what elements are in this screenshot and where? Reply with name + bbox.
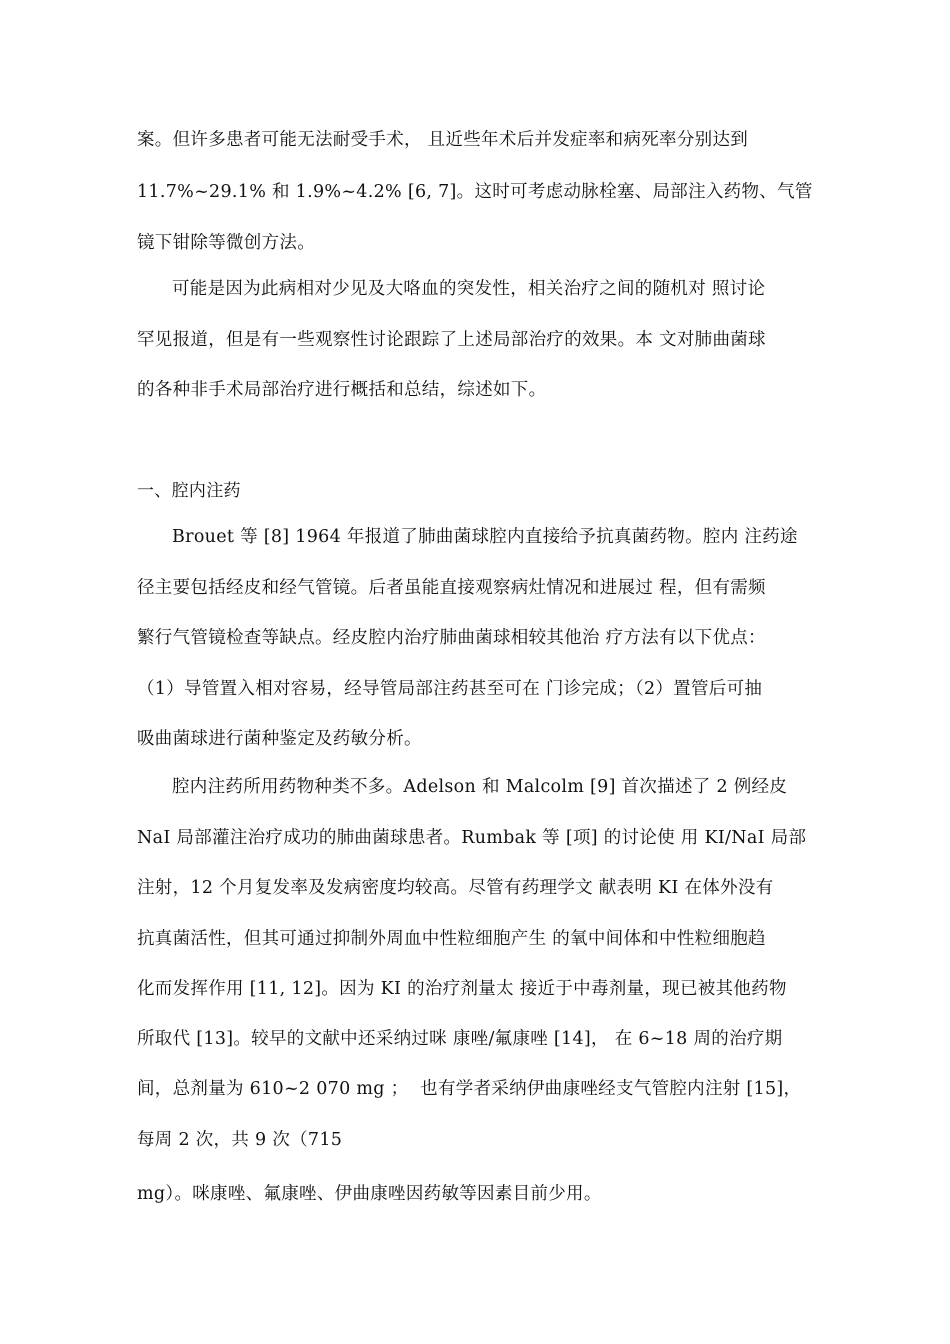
text-line: 间，总剂量为 610~2 070 mg ； 也有学者采纳伊曲康唑经支气管腔内注射 [15]， xyxy=(137,1079,802,1099)
text-line: 所取代 [13]。较早的文献中还采纳过咪 康唑/氟康唑 [14]， 在 6~18 周的治疗期 xyxy=(137,1029,783,1049)
text-line: 繁行气管镜检查等缺点。经皮腔内治疗肺曲菌球相较其他治 疗方法有以下优点： xyxy=(137,628,766,648)
text-line: 化而发挥作用 [11, 12]。因为 KI 的治疗剂量太 接近于中毒剂量，现已被其他药物 xyxy=(137,979,787,999)
text-line: 径主要包括经皮和经气管镜。后者虽能直接观察病灶情况和进展过 程，但有需频 xyxy=(137,578,766,598)
text-line: 抗真菌活性，但其可通过抑制外周血中性粒细胞产生 的氧中间体和中性粒细胞趋 xyxy=(137,929,766,949)
text-line: mg）。咪康唑、氟康唑、伊曲康唑因药敏等因素目前少用。 xyxy=(137,1184,602,1204)
text-line: 案。但许多患者可能无法耐受手术， 且近些年术后并发症率和病死率分别达到 xyxy=(137,130,749,150)
text-line: NaI 局部灌注治疗成功的肺曲菌球患者。Rumbak 等 [项] 的讨论使 用 KI/NaI 局部 xyxy=(137,828,807,848)
text-line: 罕见报道，但是有一些观察性讨论跟踪了上述局部治疗的效果。本 文对肺曲菌球 xyxy=(137,330,766,350)
paragraph-first-line: 可能是因为此病相对少见及大咯血的突发性，相关治疗之间的随机对 照讨论 xyxy=(172,279,766,299)
paragraph-first-line: 腔内注药所用药物种类不多。Adelson 和 Malcolm [9] 首次描述了 2 例经皮 xyxy=(172,777,788,797)
text-line: 每周 2 次，共 9 次（715 xyxy=(137,1130,343,1150)
text-line: 的各种非手术局部治疗进行概括和总结，综述如下。 xyxy=(137,380,547,400)
text-line: 注射，12 个月复发率及发病密度均较高。尽管有药理学文 献表明 KI 在体外没有 xyxy=(137,878,774,898)
text-line: 吸曲菌球进行菌种鉴定及药敏分析。 xyxy=(137,729,422,749)
text-line: 镜下钳除等微创方法。 xyxy=(137,233,315,253)
text-line: 11.7%~29.1% 和 1.9%~4.2% [6, 7]。这时可考虑动脉栓塞、局部注入药物、气管 xyxy=(137,182,813,202)
paragraph-first-line: Brouet 等 [8] 1964 年报道了肺曲菌球腔内直接给予抗真菌药物。腔内 注药途 xyxy=(172,527,798,547)
text-line: （1）导管置入相对容易，经导管局部注药甚至可在 门诊完成；（2）置管后可抽 xyxy=(137,679,763,699)
section-heading: 一、腔内注药 xyxy=(137,481,241,501)
